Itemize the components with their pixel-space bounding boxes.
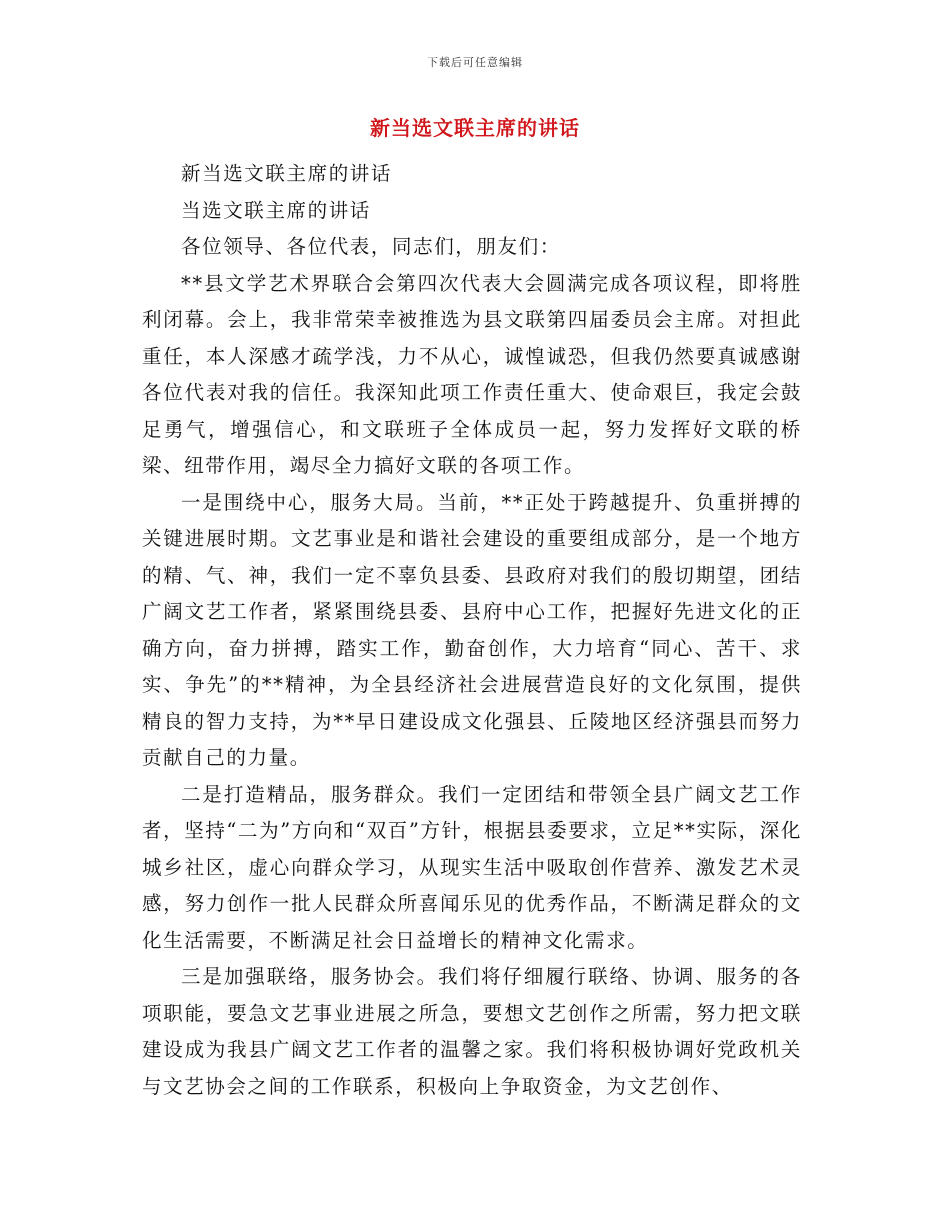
paragraph-salutation: 各位领导、各位代表，同志们，朋友们： — [181, 235, 561, 258]
paragraph-subtitle-1: 新当选文联主席的讲话 — [181, 162, 393, 185]
header-note: 下载后可任意编辑 — [427, 56, 523, 69]
document-title: 新当选文联主席的讲话 — [370, 116, 580, 140]
paragraph-point-3: 三是加强联络，服务协会。我们将仔细履行联络、协调、服务的各项职能，要急文艺事业进展之所急，要想文艺创作之所需，努力把文联建设成为我县广阔文艺工作者的温馨之家。我们将积极协调好党政机关与文艺协会之间的工作联系，积极向上争取资金，为文艺创作、 — [142, 965, 802, 1098]
paragraph-opening: **县文学艺术界联合会第四次代表大会圆满完成各项议程，即将胜利闭幕。会上，我非常荣幸被推选为县文联第四届委员会主席。对担此重任，本人深感才疏学浅，力不从心，诚惶诚恐，但我仍然要真诚感谢各位代表对我的信任。我深知此项工作责任重大、使命艰巨，我定会鼓足勇气，增强信心，和文联班子全体成员一起，努力发挥好文联的桥梁、纽带作用，竭尽全力搞好文联的各项工作。 — [142, 271, 802, 477]
paragraph-point-2: 二是打造精品，服务群众。我们一定团结和带领全县广阔文艺工作者，坚持“二为”方向和“双百”方针，根据县委要求，立足**实际，深化城乡社区，虚心向群众学习，从现实生活中吸取创作营养、激发艺术灵感，努力创作一批人民群众所喜闻乐见的优秀作品，不断满足群众的文化生活需要，不断满足社会日益增长的精神文化需求。 — [142, 782, 802, 952]
paragraph-subtitle-2: 当选文联主席的讲话 — [181, 198, 371, 222]
paragraph-point-1: 一是围绕中心，服务大局。当前，**正处于跨越提升、负重拼搏的关键进展时期。文艺事业是和谐社会建设的重要组成部分，是一个地方的精、气、神，我们一定不辜负县委、县政府对我们的殷切期望，团结广阔文艺工作者，紧紧围绕县委、县府中心工作，把握好先进文化的正确方向，奋力拼搏，踏实工作，勤奋创作，大力培育“同心、苦干、求实、争先”的**精神，为全县经济社会进展营造良好的文化氛围，提供精良的智力支持，为**早日建设成文化强县、丘陵地区经济强县而努力贡献自己的力量。 — [142, 490, 802, 769]
document-body — [142, 156, 802, 1105]
